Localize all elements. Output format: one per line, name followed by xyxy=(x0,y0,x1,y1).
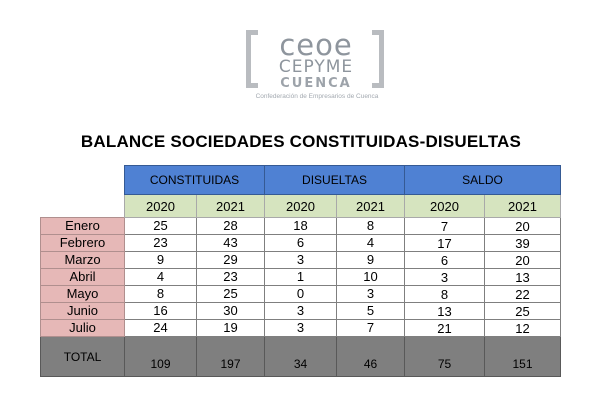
value-cell: 25 xyxy=(485,303,561,320)
value-cell: 13 xyxy=(405,303,485,320)
value-cell: 3 xyxy=(337,286,405,303)
value-cell: 5 xyxy=(337,303,405,320)
value-cell: 20 xyxy=(485,218,561,235)
value-cell: 8 xyxy=(337,218,405,235)
value-cell: 6 xyxy=(265,235,337,252)
year-header: 2020 xyxy=(405,195,485,218)
value-cell: 6 xyxy=(405,252,485,269)
value-cell: 8 xyxy=(405,286,485,303)
value-cell: 13 xyxy=(485,269,561,286)
value-cell: 18 xyxy=(265,218,337,235)
value-cell: 7 xyxy=(337,320,405,337)
value-cell: 4 xyxy=(125,269,197,286)
value-cell: 20 xyxy=(485,252,561,269)
month-label: Mayo xyxy=(41,286,125,303)
table-row xyxy=(41,303,561,320)
table-row xyxy=(41,235,561,252)
value-cell: 30 xyxy=(197,303,265,320)
value-cell: 4 xyxy=(337,235,405,252)
group-header-row xyxy=(41,166,561,195)
value-cell: 10 xyxy=(337,269,405,286)
corner-cell-2 xyxy=(41,195,125,218)
value-cell: 29 xyxy=(197,252,265,269)
total-value: 46 xyxy=(337,337,405,377)
value-cell: 19 xyxy=(197,320,265,337)
total-value: 34 xyxy=(265,337,337,377)
value-cell: 0 xyxy=(265,286,337,303)
value-cell: 12 xyxy=(485,320,561,337)
logo-cepyme-text: CEPYME xyxy=(278,57,354,77)
value-cell: 25 xyxy=(197,286,265,303)
year-header-row xyxy=(41,195,561,218)
total-value: 109 xyxy=(125,337,197,377)
value-cell: 7 xyxy=(405,218,485,235)
value-cell: 25 xyxy=(125,218,197,235)
value-cell: 23 xyxy=(125,235,197,252)
group-header-constituidas: CONSTITUIDAS xyxy=(125,166,265,195)
year-header: 2021 xyxy=(337,195,405,218)
value-cell: 21 xyxy=(405,320,485,337)
total-value: 151 xyxy=(485,337,561,377)
value-cell: 43 xyxy=(197,235,265,252)
table-row xyxy=(41,218,561,235)
total-value: 75 xyxy=(405,337,485,377)
value-cell: 24 xyxy=(125,320,197,337)
month-label: Marzo xyxy=(41,252,125,269)
value-cell: 3 xyxy=(265,320,337,337)
table-row xyxy=(41,286,561,303)
value-cell: 23 xyxy=(197,269,265,286)
value-cell: 3 xyxy=(265,252,337,269)
corner-cell xyxy=(41,166,125,195)
logo-cuenca-text: CUENCA xyxy=(280,76,352,91)
value-cell: 39 xyxy=(485,235,561,252)
year-header: 2021 xyxy=(197,195,265,218)
year-header: 2021 xyxy=(485,195,561,218)
value-cell: 22 xyxy=(485,286,561,303)
value-cell: 8 xyxy=(125,286,197,303)
total-value: 197 xyxy=(197,337,265,377)
page-title: BALANCE SOCIEDADES CONSTITUIDAS-DISUELTAS xyxy=(80,132,522,151)
value-cell: 9 xyxy=(125,252,197,269)
value-cell: 17 xyxy=(405,235,485,252)
total-label: TOTAL xyxy=(41,337,125,377)
value-cell: 9 xyxy=(337,252,405,269)
ceoe-cepyme-logo xyxy=(246,30,388,102)
total-row xyxy=(41,337,561,377)
value-cell: 1 xyxy=(265,269,337,286)
month-label: Junio xyxy=(41,303,125,320)
month-label: Julio xyxy=(41,320,125,337)
month-label: Febrero xyxy=(41,235,125,252)
value-cell: 3 xyxy=(265,303,337,320)
year-header: 2020 xyxy=(265,195,337,218)
year-header: 2020 xyxy=(125,195,197,218)
balance-table xyxy=(40,165,561,377)
month-label: Enero xyxy=(41,218,125,235)
group-header-disueltas: DISUELTAS xyxy=(265,166,405,195)
value-cell: 3 xyxy=(405,269,485,286)
logo-ceoe-text: ceoe xyxy=(279,28,353,62)
table-row xyxy=(41,252,561,269)
value-cell: 28 xyxy=(197,218,265,235)
logo-tagline: Confederación de Empresarios de Cuenca xyxy=(255,93,379,100)
month-label: Abril xyxy=(41,269,125,286)
group-header-saldo: SALDO xyxy=(405,166,561,195)
value-cell: 16 xyxy=(125,303,197,320)
table-row xyxy=(41,320,561,337)
table-row xyxy=(41,269,561,286)
